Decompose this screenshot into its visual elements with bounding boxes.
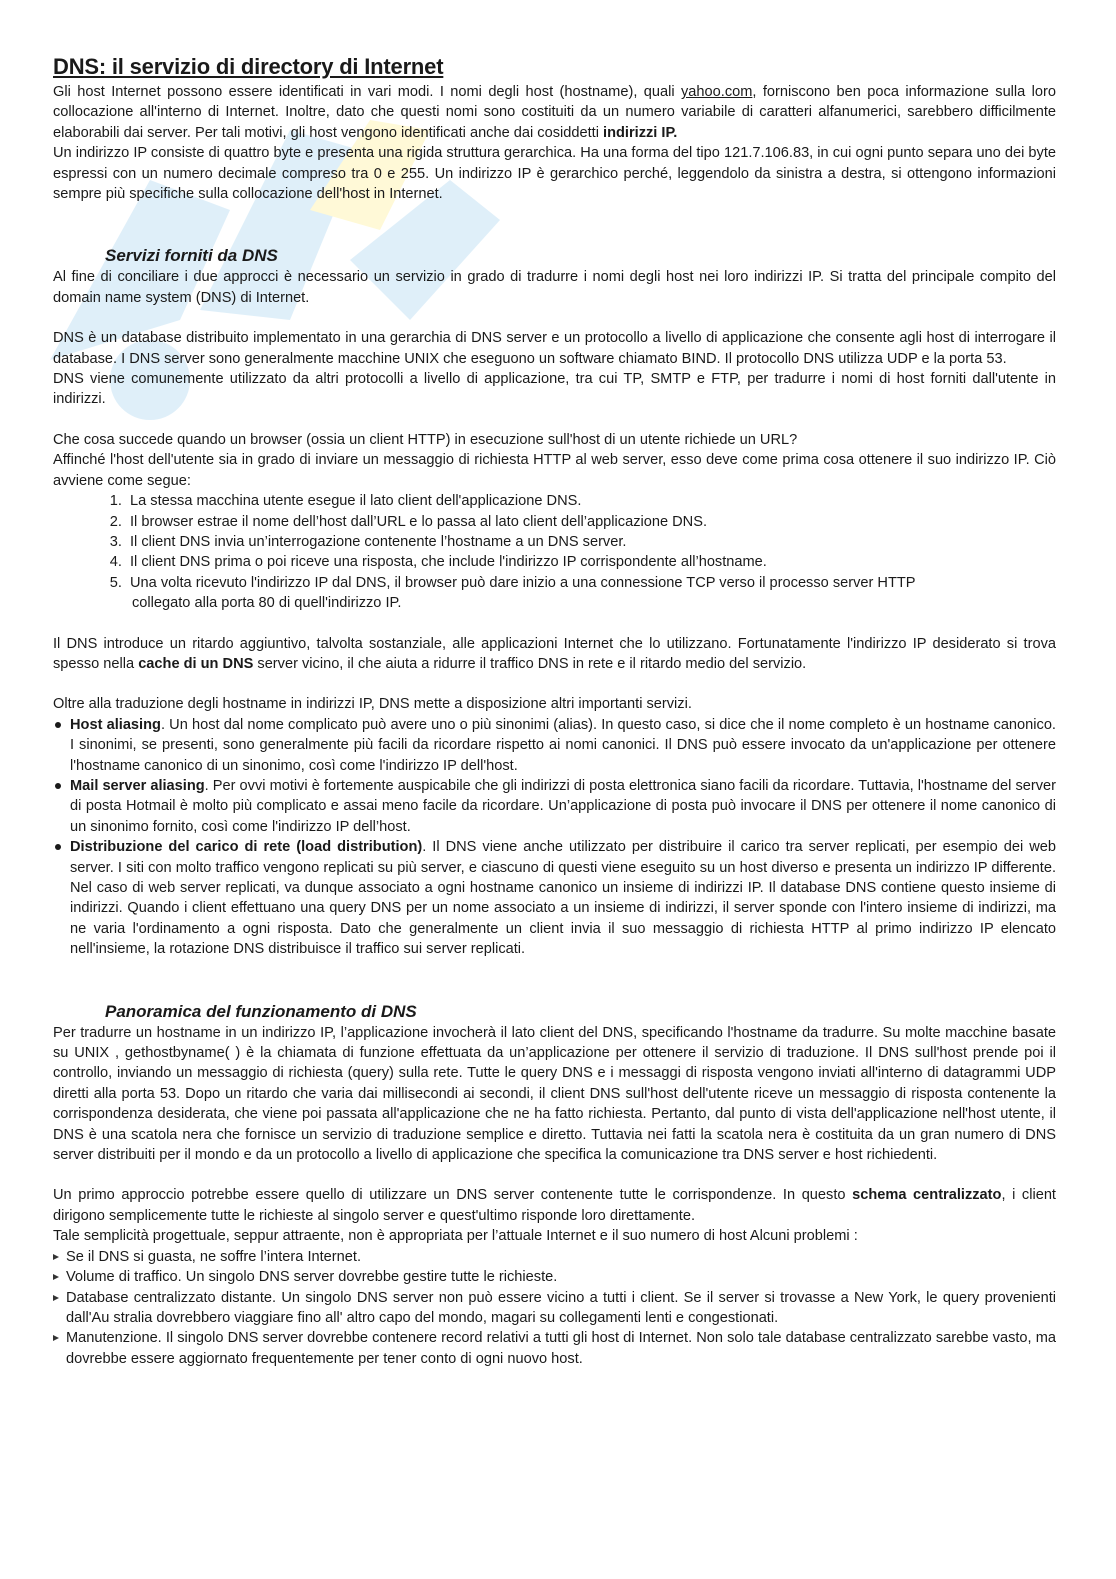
bullet-text: . Il DNS viene anche utilizzato per distribuire il carico tra server replicati, per esempio dei web server. I siti con molto traffico vengono replicati su più server, e ciascuno di questi viene eseguito su un host diverso e presenta un indirizzo IP differente. Nel caso di web server replicati, va dunque associato a ogni hostname canonico un insieme di indirizzi IP. Il database DNS contiene questo insieme di indirizzi. Quando i client effettuano una query DNS per un nome associato a un insieme di indirizzi, il server sponde con l'intero insieme di indirizzi, ma ne varia l'ordinamento a ogni risposta. Dato che generalmente un client invia il suo messaggio di richiesta HTTP al primo indirizzo IP elencato nell'insieme, la rotazione DNS distribuisce il traffico sui server replicati. xyxy=(70,839,1057,958)
overview-paragraph: Per tradurre un hostname in un indirizzo IP, l’applicazione invocherà il lato client del DNS, specificando l'hostname da tradurre. Su molte macchine basate su UNIX , gethostbyname( ) è la chiamata di funzione effettuata da un’applicazione per ottenere il servizio di traduzione. Il DNS sull'host prende poi il controllo, inviando un messaggio di richiesta (query) sulla rete. Tutte le query DNS e i messaggi di risposta vengono inviati all'interno di datagrammi UDP diretti alla porta 53. Dopo un ritardo che varia dai millisecondi ai secondi, il client DNS sull'host dell'utente riceve un messaggio di risposta contenente la corrispondenza desiderata, che viene poi passata all'applicazione che ne ha fatto richiesta. Pertanto, dal punto di vista dell'applicazione nell'host utente, il DNS è una scatola nera che fornisce un servizio di traduzione semplice e diretto. Tuttavia nei fatti la scatola nera è costituita da un gran numero di DNS server distribuiti per il mondo e da un protocollo a livello di applicazione che specifica la comunicazione tra DNS server e host richiedenti. xyxy=(53,1024,1056,1164)
triangle-bullet-icon xyxy=(53,1274,59,1280)
centralized-text: , i client dirigono semplicemente tutte le richieste al singolo server e quest'ultimo risponde loro direttamente. xyxy=(53,1187,1056,1224)
bullet-text: . Un host dal nome complicato può avere uno o più sinonimi (alias). In questo caso, si dice che il nome completo è un hostname canonico. I sinonimi, se presenti, sono generalmente più facili da ricordare rispetto ai nomi canonici. Il DNS può essere invocato da un'applicazione per ottenere l'hostname canonico di un sinonimo, così come l'indirizzo IP dell'host. xyxy=(70,716,1056,774)
list-item-text: Manutenzione. Il singolo DNS server dovrebbe contenere record relativi a tutti gli host di Internet. Non solo tale database centralizzato sarebbe vasto, ma dovrebbe essere aggiornato frequentemente per tener conto di ogni nuovo host. xyxy=(66,1330,1056,1367)
triangle-bullet-icon xyxy=(53,1295,59,1301)
document-page xyxy=(53,52,1056,1369)
cache-text: server vicino, il che aiuta a ridurre il traffico DNS in rete e il ritardo medio del servizio. xyxy=(253,655,807,672)
list-item-text: Database centralizzato distante. Un singolo DNS server non può essere vicino a tutti i client. Se il server si trovasse a New York, le query provenienti dall'Au stralia dovrebbero viaggiare fino all' altro capo del mondo, magari su collegamenti lenti e congestionati. xyxy=(66,1289,1056,1326)
bullet-icon xyxy=(55,844,61,850)
bullet-bold: Distribuzione del carico di rete (load distribution) xyxy=(70,839,423,856)
list-item: 2. Il browser estrae il nome dell’host dall’URL e lo passa al lato client dell’applicazione DNS. xyxy=(126,512,1056,532)
list-item: 4. Il client DNS prima o poi riceve una risposta, che include l'indirizzo IP corrispondente all’hostname. xyxy=(126,552,1056,572)
list-item xyxy=(66,1288,1056,1329)
intro-text: Gli host Internet possono essere identificati in vari modi. I nomi degli host (hostname), quali xyxy=(53,84,681,100)
problems-intro: Tale semplicità progettuale, seppur attraente, non è appropriata per l’attuale Internet e il suo numero di host Alcuni problemi : xyxy=(53,1228,858,1245)
intro-bold: indirizzi IP. xyxy=(603,124,678,141)
list-item-text: Una volta ricevuto l'indirizzo IP dal DNS, il browser può dare inizio a una connessione TCP verso il processo server HTTP xyxy=(130,574,916,591)
services-intro-paragraph: Oltre alla traduzione degli hostname in indirizzi IP, DNS mette a disposizione altri importanti servizi. xyxy=(53,696,692,713)
intro-paragraph xyxy=(53,82,1056,143)
section-heading-services: Servizi forniti da DNS xyxy=(105,246,278,266)
services-paragraph: Che cosa succede quando un browser (ossia un client HTTP) in esecuzione sull'host di un utente richiede un URL? xyxy=(53,431,798,448)
triangle-bullet-icon xyxy=(53,1335,59,1341)
triangle-bullet-icon xyxy=(53,1254,59,1260)
list-item xyxy=(66,1247,1056,1267)
services-paragraph: DNS è un database distribuito implementato in una gerarchia di DNS server e un protocollo a livello di applicazione che consente agli host di interrogare il database. I DNS server sono generalmente macchine UNIX che eseguono un software chiamato BIND. Il protocollo DNS utilizza UDP e la porta 53. xyxy=(53,330,1056,367)
bullet-bold: Mail server aliasing xyxy=(70,777,205,794)
centralized-paragraph xyxy=(53,1185,1056,1226)
list-item xyxy=(70,776,1056,837)
list-item: 1. La stessa macchina utente esegue il lato client dell'applicazione DNS. xyxy=(126,491,1056,511)
cache-bold: cache di un DNS xyxy=(138,655,254,672)
bullet-text: . Per ovvi motivi è fortemente auspicabile che gli indirizzi di posta elettronica siano facili da ricordare. Tuttavia, l'hostname del server di posta Hotmail è molto più complicato e assai meno facile da ricordare. Un’applicazione di posta può invocare il DNS per ottenere il nome canonico di un sinonimo fornito, così come l'indirizzo IP dell’host. xyxy=(70,777,1056,835)
cache-paragraph xyxy=(53,634,1056,675)
intro-text: , forniscono ben poca informazione sulla loro collocazione all'interno di Internet. Inoltre, dato che questi nomi sono costituiti da un numero variabile di caratteri alfanumerici, sarebbero difficilmente elaborabili dai server. Per tali motivi, gli host vengono identificati anche dai cosiddetti xyxy=(53,84,1057,141)
centralized-text: Un primo approccio potrebbe essere quello di utilizzare un DNS server contenente tutte le corrispondenze. In questo xyxy=(53,1187,853,1204)
list-item xyxy=(70,837,1056,959)
services-paragraph: DNS viene comunemente utilizzato da altri protocolli a livello di applicazione, tra cui TP, SMTP e FTP, per tradurre i nomi di host forniti dall'utente in indirizzi. xyxy=(53,371,1056,408)
bullet-icon xyxy=(55,783,61,789)
page-title: DNS: il servizio di directory di Internet xyxy=(53,54,444,79)
list-item-text: Volume di traffico. Un singolo DNS server dovrebbe gestire tutte le richieste. xyxy=(66,1269,558,1286)
ip-paragraph: Un indirizzo IP consiste di quattro byte e presenta una rigida struttura gerarchica. Ha una forma del tipo 121.7.106.83, in cui ogni punto separa uno dei byte espressi con un numero decimale compreso tra 0 e 255. Un indirizzo IP è gerarchico perché, leggendolo da sinistra a destra, si ottengono informazioni sempre più specifiche sulla collocazione dell'host in Internet. xyxy=(53,145,1056,203)
bullet-icon xyxy=(55,722,61,728)
yahoo-link[interactable]: yahoo.com xyxy=(681,84,753,100)
section-heading-overview: Panoramica del funzionamento di DNS xyxy=(105,1001,417,1021)
cache-text: Il DNS introduce un ritardo aggiuntivo, talvolta sostanziale, alle applicazioni Internet che lo utilizzano. Fortunatamente l'indirizzo IP desiderato si trova spesso nella xyxy=(53,635,1056,672)
steps-list xyxy=(53,491,1056,613)
list-item-text: Se il DNS si guasta, ne soffre l’intera Internet. xyxy=(66,1248,361,1265)
bullet-bold: Host aliasing xyxy=(70,716,161,733)
services-paragraph: Affinché l'host dell'utente sia in grado di inviare un messaggio di richiesta HTTP al web server, esso deve come prima cosa ottenere il suo indirizzo IP. Ciò avviene come segue: xyxy=(53,452,1056,489)
list-item xyxy=(70,715,1056,776)
services-bullet-list xyxy=(53,715,1056,960)
list-item xyxy=(66,1267,1056,1287)
list-item: 3. Il client DNS invia un’interrogazione contenente l’hostname a un DNS server. xyxy=(126,532,1056,552)
list-item-continuation: collegato alla porta 80 di quell'indirizzo IP. xyxy=(132,595,402,612)
problems-list xyxy=(53,1247,1056,1369)
centralized-bold: schema centralizzato xyxy=(852,1187,1002,1204)
services-paragraph: Al fine di conciliare i due approcci è necessario un servizio in grado di tradurre i nomi degli host nei loro indirizzi IP. Si tratta del principale compito del domain name system (DNS) di Internet. xyxy=(53,269,1056,306)
list-item xyxy=(126,573,1056,614)
list-item xyxy=(66,1328,1056,1369)
